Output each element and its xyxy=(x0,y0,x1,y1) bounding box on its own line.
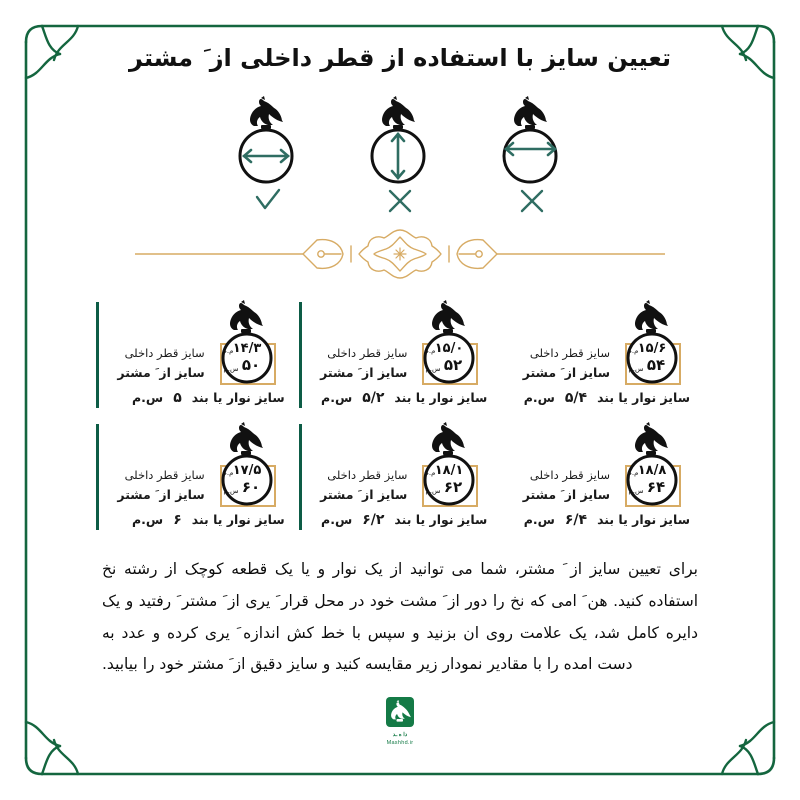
cell-size-value: ۵۴ xyxy=(646,356,666,374)
cell-band-unit: س.م xyxy=(132,390,164,405)
logo-brand-fa: دا ه ـد xyxy=(392,731,408,738)
cell-diameter-value: ۱۸/۸ xyxy=(637,463,667,478)
label-inner-diameter: سایز قطر داخلی xyxy=(124,345,205,360)
ring-size-badge-icon xyxy=(211,300,289,388)
cell-diameter-unit: م.م xyxy=(424,347,436,355)
label-ring-size: سایز از َ مشتر xyxy=(117,364,205,380)
cell-band-row xyxy=(106,390,289,406)
cell-diameter-value: ۱۷/۵ xyxy=(232,463,261,478)
label-band-size: سایز نوار یا بند xyxy=(394,512,488,527)
cell-diameter-value: ۱۵/۶ xyxy=(637,341,667,356)
label-inner-diameter: سایز قطر داخلی xyxy=(327,467,408,482)
cell-band-unit: س.م xyxy=(321,390,353,405)
check-icon xyxy=(253,188,283,214)
logo-brand-en: Mashhd.ir xyxy=(386,739,414,746)
ring-size-badge-icon xyxy=(413,300,491,388)
size-cell xyxy=(501,294,704,416)
cell-size-unit: س.م xyxy=(628,365,644,373)
bird-silhouette-icon xyxy=(382,96,415,129)
cell-diameter-value: ۱۸/۱ xyxy=(435,463,464,478)
cell-size-unit: س.م xyxy=(425,365,441,373)
cell-band-row xyxy=(309,390,492,406)
mashhd-bird-logo-icon xyxy=(369,697,431,747)
cell-diameter-value: ۱۵/۰ xyxy=(435,341,464,356)
size-cell xyxy=(299,416,502,538)
size-cell xyxy=(299,294,502,416)
bird-silhouette-icon xyxy=(432,300,465,333)
cell-labels xyxy=(117,467,204,510)
cell-size-value: ۵۲ xyxy=(444,356,463,374)
label-ring-size: سایز از َ مشتر xyxy=(522,364,610,380)
method-wrong-offcenter xyxy=(492,94,572,214)
label-inner-diameter: سایز قطر داخلی xyxy=(529,345,610,360)
cell-band-value: ۵/۴ xyxy=(564,390,588,406)
bird-silhouette-icon xyxy=(432,422,465,455)
label-band-size: سایز نوار یا بند xyxy=(191,512,285,527)
label-ring-size: سایز از َ مشتر xyxy=(320,486,408,502)
bird-silhouette-icon xyxy=(635,300,668,333)
ring-size-badge-icon xyxy=(616,422,694,510)
cell-size-unit: س.م xyxy=(628,487,644,495)
cross-icon xyxy=(517,188,547,214)
cell-diameter-value: ۱۴/۳ xyxy=(232,341,261,356)
label-ring-size: سایز از َ مشتر xyxy=(320,364,408,380)
cross-icon xyxy=(385,188,415,214)
cell-band-value: ۵/۲ xyxy=(362,390,385,406)
cell-diameter-unit: م.م xyxy=(222,469,234,477)
cell-size-value: ۶۴ xyxy=(646,478,666,496)
cell-band-row xyxy=(511,390,694,406)
label-inner-diameter: سایز قطر داخلی xyxy=(529,467,610,482)
footer-logo xyxy=(96,697,704,747)
label-inner-diameter: سایز قطر داخلی xyxy=(327,345,408,360)
ornament-divider-icon xyxy=(135,228,665,280)
ring-offcenter-diameter-icon xyxy=(492,94,572,186)
cell-diameter-unit: م.م xyxy=(424,469,436,477)
label-band-size: سایز نوار یا بند xyxy=(597,512,690,527)
label-band-size: سایز نوار یا بند xyxy=(191,390,285,405)
cell-band-unit: س.م xyxy=(321,512,353,527)
section-divider xyxy=(96,228,704,280)
bird-silhouette-icon xyxy=(250,96,283,129)
cell-band-row xyxy=(309,512,492,528)
cell-diameter-unit: م.م xyxy=(627,469,639,477)
cell-band-value: ۶/۴ xyxy=(564,512,588,528)
cell-band-row xyxy=(106,512,289,528)
ring-size-badge-icon xyxy=(211,422,289,510)
ring-size-badge-icon xyxy=(616,300,694,388)
cell-size-value: ۶۲ xyxy=(444,478,463,496)
cell-size-unit: س.م xyxy=(223,487,239,495)
size-cell xyxy=(96,416,299,538)
label-ring-size: سایز از َ مشتر xyxy=(117,486,205,502)
cell-size-value: ۵۰ xyxy=(241,356,260,374)
label-band-size: سایز نوار یا بند xyxy=(394,390,488,405)
size-table xyxy=(96,294,704,538)
ring-horizontal-diameter-icon xyxy=(228,94,308,186)
method-correct-horizontal xyxy=(228,94,308,214)
cell-band-value: ۵ xyxy=(173,390,182,406)
cell-band-unit: س.م xyxy=(132,512,164,527)
cell-labels xyxy=(523,345,610,388)
cell-size-value: ۶۰ xyxy=(241,478,260,496)
bird-silhouette-icon xyxy=(230,422,263,455)
cell-diameter-unit: م.م xyxy=(627,347,639,355)
instructions-paragraph: برای تعیین سایز از َ مشتر، شما می توانید از یک نوار و یا یک قطعه کوچک از رشته نخ استفاده کنید. هن َ امی که نخ را دور از َ مشت خود در محل قرار َ یری از َ مشتر َ رفتید و یک دایره کامل شد، یک علامت روی ان بزنید و سپس با خط کش اندازه َ یری کرده و عدد به دست امده را با مقادیر نمودار زیر مقایسه کنید و سایز دقیق از َ مشتر خود را بیابید. xyxy=(102,560,698,674)
cell-labels xyxy=(320,467,407,510)
cell-diameter-unit: م.م xyxy=(222,347,234,355)
cell-labels xyxy=(320,345,407,388)
label-band-size: سایز نوار یا بند xyxy=(597,390,690,405)
cell-band-unit: س.م xyxy=(523,390,555,405)
ring-vertical-diameter-icon xyxy=(360,94,440,186)
cell-size-unit: س.م xyxy=(425,487,441,495)
cell-labels xyxy=(117,345,204,388)
ring-size-badge-icon xyxy=(413,422,491,510)
page-title: تعیین سایز با استفاده از قطر داخلی از َ مشتر xyxy=(129,44,671,72)
label-ring-size: سایز از َ مشتر xyxy=(522,486,610,502)
label-inner-diameter: سایز قطر داخلی xyxy=(124,467,205,482)
cell-band-row xyxy=(511,512,694,528)
cell-band-value: ۶/۲ xyxy=(362,512,385,528)
cell-labels xyxy=(523,467,610,510)
measurement-methods xyxy=(96,94,704,214)
cell-size-unit: س.م xyxy=(223,365,239,373)
cell-band-unit: س.م xyxy=(523,512,555,527)
bird-silhouette-icon xyxy=(514,96,547,129)
bird-silhouette-icon xyxy=(635,422,668,455)
method-wrong-vertical xyxy=(360,94,440,214)
cell-band-value: ۶ xyxy=(173,512,182,528)
size-cell xyxy=(96,294,299,416)
size-cell xyxy=(501,416,704,538)
bird-silhouette-icon xyxy=(230,300,263,333)
